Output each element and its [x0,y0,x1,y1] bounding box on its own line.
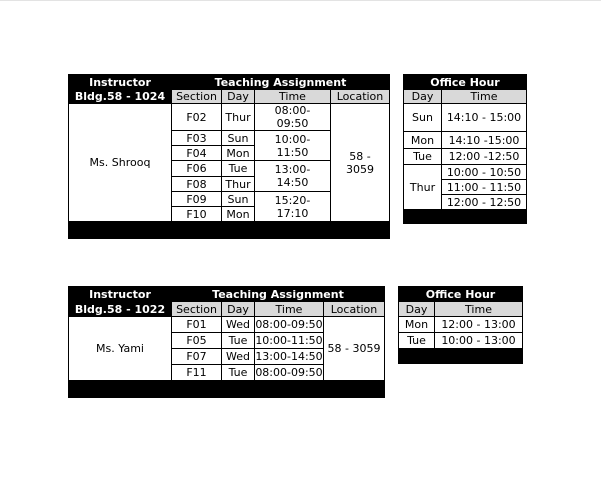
section-cell: F04 [172,146,222,161]
col-day: Day [399,302,435,317]
day-cell: Mon [222,146,255,161]
section-cell: F07 [172,349,222,365]
col-time: Time [442,90,527,104]
day-cell: Mon [399,317,435,333]
time-cell: 08:00-09:50 [255,318,323,331]
col-section: Section [172,90,222,104]
day-cell: Mon [222,207,255,222]
time-cell [255,104,331,131]
location-cell [331,104,390,222]
time-start: 10:00- [274,132,311,146]
col-day: Day [222,90,255,104]
section-cell: F11 [172,365,222,381]
day-cell: Wed [222,349,255,365]
day-cell: Sun [404,104,442,132]
time-end: 14:50 [276,176,309,189]
time-end: 09:50 [276,117,309,130]
time-end: 17:10 [276,206,309,220]
section-cell: F01 [172,317,222,333]
time-cell: 12:00 - 13:00 [435,317,523,333]
time-cell: 13:00-14:50 [255,350,323,363]
time-cell [255,131,331,161]
col-time: Time [435,302,523,317]
col-location: Location [324,302,385,317]
time-cell: 11:00 - 11:50 [442,180,527,195]
day-cell: Tue [404,149,442,165]
table-footer-bar [69,222,390,239]
time-cell [255,161,331,192]
col-day: Day [404,90,442,104]
day-cell: Thur [404,165,442,210]
col-day: Day [222,302,255,317]
building-label: Bldg.58 - 1022 [69,302,172,317]
instructor-name: Ms. Yami [69,317,172,381]
time-start: 15:20- [274,193,311,207]
col-time: Time [255,302,324,317]
teaching-assignment-title: Teaching Assignment [172,75,390,90]
office-hour-table-yami [398,286,523,364]
office-hour-title: Office Hour [404,75,527,90]
time-cell: 12:00 - 12:50 [442,195,527,210]
day-cell: Thur [222,177,255,192]
col-time: Time [255,90,331,104]
office-hour-table-shrooq [403,74,527,224]
section-cell: F08 [172,177,222,192]
time-cell: 10:00-11:50 [255,334,323,347]
day-cell: Tue [222,161,255,177]
time-cell: 08:00-09:50 [255,366,323,379]
section-cell: F03 [172,131,222,146]
teaching-table-yami [68,286,385,398]
day-cell: Thur [222,104,255,131]
section-cell: F02 [172,104,222,131]
location-cell: 58 - 3059 [324,317,385,381]
table-row [404,149,527,165]
page-top-border [0,0,601,1]
time-cell: 10:00 - 13:00 [435,333,523,349]
time-cell: 14:10 -15:00 [442,132,527,149]
day-cell: Mon [404,132,442,149]
day-cell: Tue [222,365,255,381]
instructor-label: Instructor [69,287,172,302]
col-section: Section [172,302,222,317]
table-row [399,333,523,349]
time-start: 08:00- [274,104,311,117]
building-label: Bldg.58 - 1024 [69,90,172,104]
section-cell: F09 [172,192,222,207]
location-line-1: 58 - [349,149,371,163]
section-cell: F10 [172,207,222,222]
table-row [399,317,523,333]
table-row [404,165,527,180]
time-start: 13:00- [274,163,311,176]
time-cell: 12:00 -12:50 [442,149,527,165]
time-cell [255,192,331,222]
time-cell: 10:00 - 10:50 [442,165,527,180]
teaching-table-shrooq [68,74,390,239]
table-row [69,317,385,333]
day-cell: Wed [222,317,255,333]
table-row [404,132,527,149]
day-cell: Sun [222,192,255,207]
time-end: 11:50 [276,145,309,159]
office-hour-title: Office Hour [399,287,523,302]
day-cell: Tue [222,333,255,349]
table-footer-bar [399,349,523,364]
day-cell: Tue [399,333,435,349]
section-cell: F05 [172,333,222,349]
instructor-name: Ms. Shrooq [69,104,172,222]
day-cell: Sun [222,131,255,146]
section-cell: F06 [172,161,222,177]
table-row [404,104,527,132]
table-footer-bar [69,381,385,398]
table-row [69,104,390,131]
table-footer-bar [404,210,527,224]
instructor-label: Instructor [69,75,172,90]
location-line-2: 3059 [346,162,374,176]
time-cell: 14:10 - 15:00 [442,104,527,132]
col-location: Location [331,90,390,104]
teaching-assignment-title: Teaching Assignment [172,287,385,302]
